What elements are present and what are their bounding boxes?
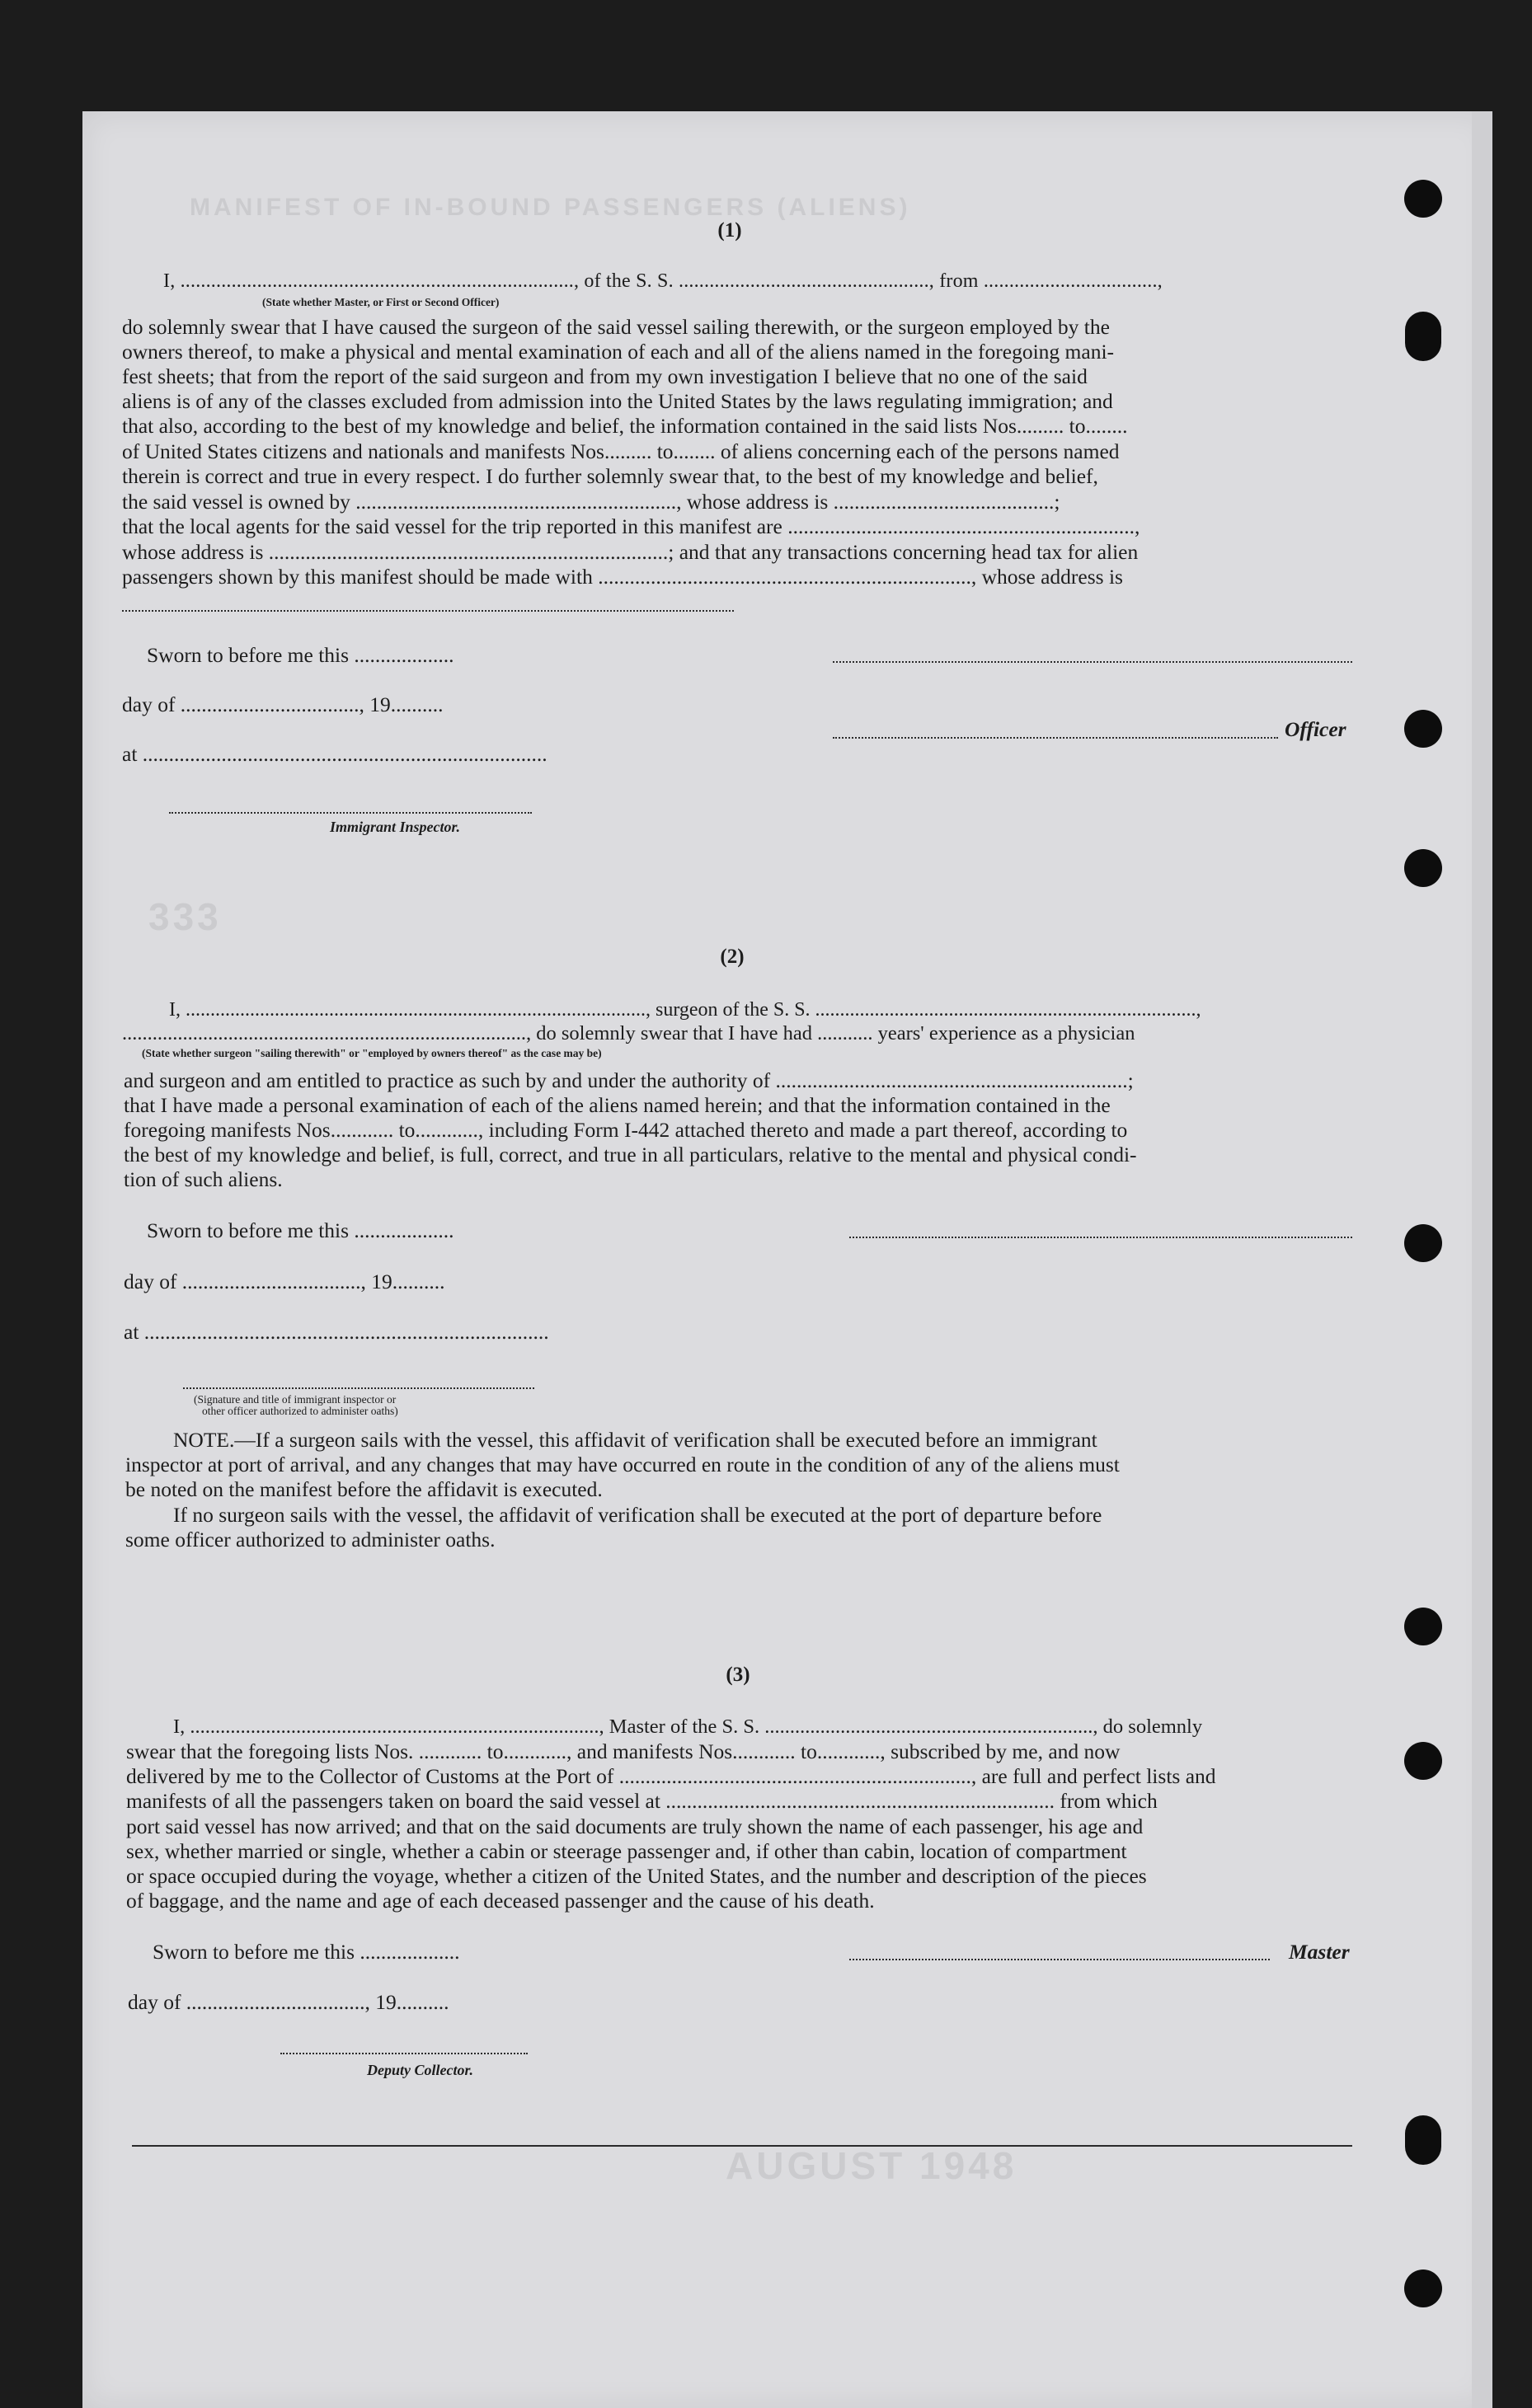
paragraph-line: that also, according to the best of my knowledge and belief, the information contained in the said lists Nos......... to........ [122, 414, 1128, 438]
paragraph-line: sex, whether married or single, whether a cabin or steerage passenger and, if other than cabin, location of compartment [126, 1839, 1127, 1863]
binder-hole [1404, 1224, 1442, 1262]
officer-signature-line [833, 737, 1278, 739]
note-line: be noted on the manifest before the affidavit is executed. [125, 1477, 603, 1501]
binder-hole [1404, 710, 1442, 748]
officer-label: Officer [1285, 717, 1346, 741]
paragraph-line: manifests of all the passengers taken on board the said vessel at .......................................................................... from which [126, 1789, 1158, 1813]
collector-signature-line [280, 2053, 528, 2054]
paragraph-line: owners thereof, to make a physical and mental examination of each and all of the aliens named in the foregoing mani- [122, 340, 1115, 364]
binder-hole [1405, 312, 1441, 361]
bleed-through-text: AUGUST 1948 [726, 2144, 1017, 2187]
paragraph-line: that I have made a personal examination of each of the aliens named herein; and that the information contained in the [124, 1093, 1111, 1117]
paragraph-line: delivered by me to the Collector of Customs at the Port of ..................................................................., are full and perfect lists and [126, 1764, 1216, 1788]
master-signature-line [849, 1959, 1270, 1960]
at-line: at ............................................................................. [122, 742, 547, 766]
sworn-line: Sworn to before me this ................... [147, 643, 454, 667]
bleed-through-text: 333 [148, 895, 222, 938]
paragraph-line: or space occupied during the voyage, whether a citizen of the United States, and the number and description of the pieces [126, 1864, 1147, 1888]
paragraph-line: therein is correct and true in every respect. I do further solemnly swear that, to the best of my knowledge and belief, [122, 464, 1098, 488]
surgeon-swear-line: ................................................................................, do solemnly swear that I have had ........... years' experience as a physician [122, 1022, 1135, 1044]
signature-caption: other officer authorized to administer oaths) [202, 1405, 398, 1417]
binder-hole [1404, 2270, 1442, 2307]
binder-hole [1404, 180, 1442, 218]
section-heading: (3) [726, 1664, 750, 1686]
paragraph-line: do solemnly swear that I have caused the surgeon of the said vessel sailing therewith, or the surgeon employed by the [122, 315, 1110, 339]
surgeon-signature-line [849, 1237, 1352, 1238]
note-line: inspector at port of arrival, and any changes that may have occurred en route in the condition of any of the aliens must [125, 1453, 1120, 1476]
paragraph-line: foregoing manifests Nos............ to............, including Form I-442 attached thereto and made a part thereof, according to [124, 1118, 1128, 1142]
paragraph-line: of baggage, and the name and age of each deceased passenger and the cause of his death. [126, 1889, 875, 1913]
day-of-line: day of .................................., 19.......... [124, 1270, 445, 1293]
sworn-line: Sworn to before me this ................... [147, 1218, 454, 1242]
paragraph-line: tion of such aliens. [124, 1167, 283, 1191]
note-line: If no surgeon sails with the vessel, the affidavit of verification shall be executed at the port of departure before [173, 1503, 1102, 1527]
deputy-collector-label: Deputy Collector. [367, 2062, 473, 2078]
bottom-rule [132, 2145, 1352, 2147]
section-heading: (1) [717, 219, 742, 242]
binder-hole [1405, 2115, 1441, 2165]
day-of-line: day of .................................., 19.......... [128, 1990, 449, 2014]
inspector-label: Immigrant Inspector. [330, 819, 461, 835]
officer-caption: (State whether Master, or First or Second Officer) [262, 296, 500, 308]
inspector-signature-line [183, 1387, 534, 1389]
officer-line: I, ............................................................................., of the S. S. ................................................., from .................................., [163, 270, 1163, 292]
surgeon-line: I, ............................................................................................., surgeon of the S. S. ............................................................................., [169, 999, 1201, 1021]
surgeon-caption: (State whether surgeon "sailing therewith" or "employed by owners thereof" as the case may be) [142, 1047, 602, 1059]
section-heading: (2) [720, 946, 745, 968]
address-blank-line [122, 610, 734, 612]
note-line: NOTE.—If a surgeon sails with the vessel, this affidavit of verification shall be executed before an immigrant [173, 1428, 1097, 1452]
binder-hole [1404, 1742, 1442, 1780]
paragraph-line: passengers shown by this manifest should be made with ......................................................................., whose address is [122, 565, 1123, 589]
paragraph-line: the said vessel is owned by ............................................................., whose address is ..........................................; [122, 490, 1060, 514]
paragraph-line: that the local agents for the said vessel for the trip reported in this manifest are .................................................................., [122, 514, 1140, 538]
bleed-through-text: MANIFEST OF IN-BOUND PASSENGERS (ALIENS) [190, 194, 911, 221]
sworn-line: Sworn to before me this ................... [153, 1940, 460, 1964]
paragraph-line: whose address is ............................................................................; and that any transactions concerning head tax for alien [122, 540, 1139, 564]
paragraph-line: of United States citizens and nationals and manifests Nos......... to........ of aliens concerning each of the persons named [122, 439, 1120, 463]
paragraph-line: port said vessel has now arrived; and that on the said documents are truly shown the name of each passenger, his age and [126, 1814, 1144, 1838]
at-line: at ............................................................................. [124, 1320, 549, 1344]
binder-hole [1404, 849, 1442, 887]
note-line: some officer authorized to administer oaths. [125, 1528, 496, 1551]
master-label: Master [1289, 1940, 1350, 1964]
paragraph-line: aliens is of any of the classes excluded from admission into the United States by the laws regulating immigration; and [122, 389, 1113, 413]
signature-caption: (Signature and title of immigrant inspector or [194, 1393, 397, 1406]
paragraph-line: I, ................................................................................., Master of the S. S. ................................................................., do solemnly [173, 1716, 1203, 1738]
paragraph-line: the best of my knowledge and belief, is full, correct, and true in all particulars, relative to the mental and physical condi- [124, 1143, 1137, 1166]
paragraph-line: and surgeon and am entitled to practice as such by and under the authority of ...................................................................; [124, 1068, 1134, 1092]
officer-signature-top-line [833, 661, 1352, 663]
inspector-signature-line [169, 812, 532, 814]
binder-hole [1404, 1608, 1442, 1645]
paragraph-line: fest sheets; that from the report of the said surgeon and from my own investigation I believe that no one of the said [122, 364, 1088, 388]
paragraph-line: swear that the foregoing lists Nos. ............ to............, and manifests Nos............ to............, subscribed by me, and now [126, 1739, 1121, 1763]
day-of-line: day of .................................., 19.......... [122, 692, 444, 716]
sheet-edge [1472, 111, 1492, 2408]
